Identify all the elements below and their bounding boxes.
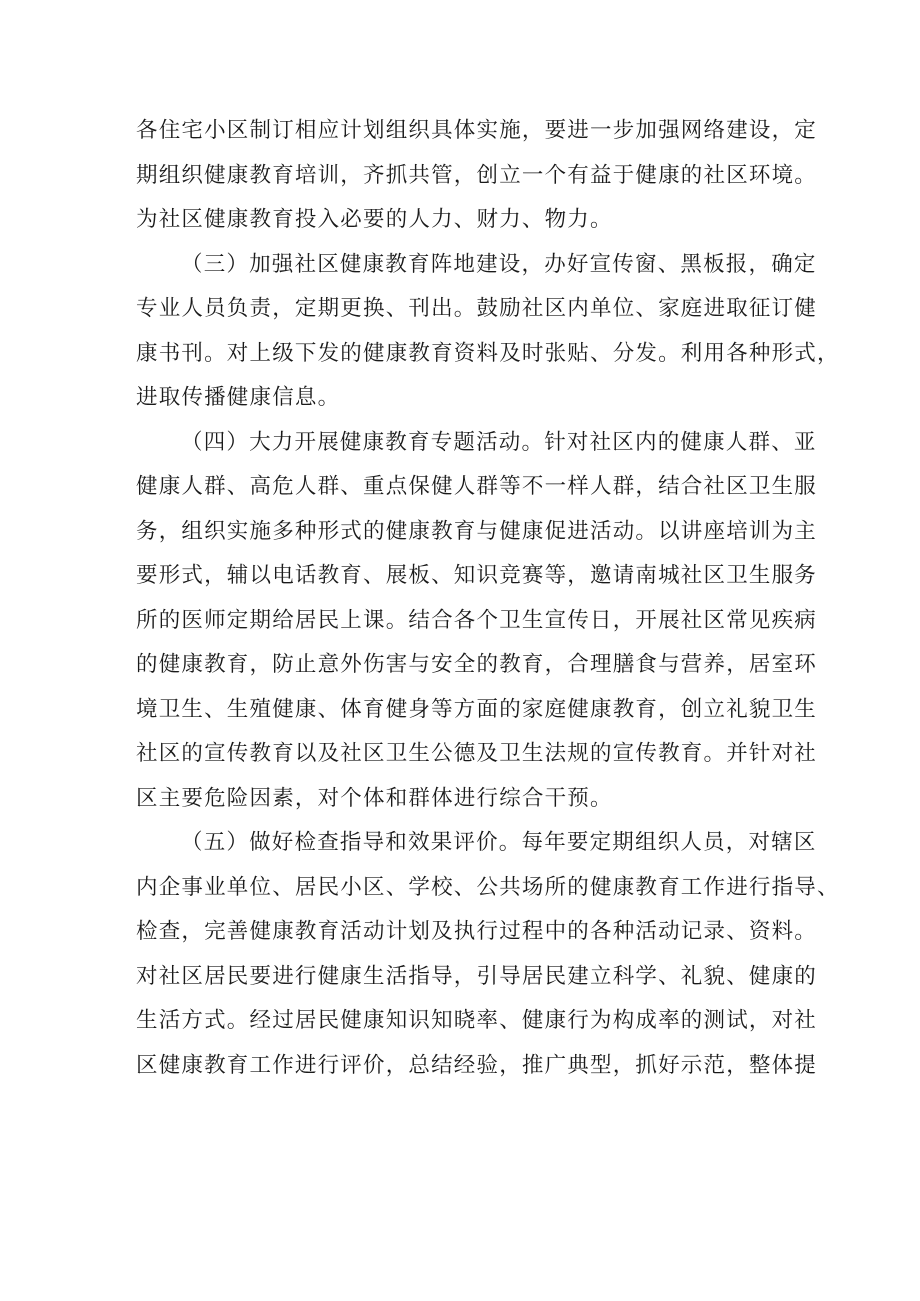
text-line: 区健康教育工作进行评价，总结经验，推广典型，抓好示范，整体提: [136, 1052, 818, 1078]
text-line: 社区的宣传教育以及社区卫生公德及卫生法规的宣传教育。并针对社: [136, 741, 818, 766]
text-line: 生活方式。经过居民健康知识知晓率、健康行为构成率的测试，对社: [136, 1008, 818, 1033]
text-line: 各住宅小区制订相应计划组织具体实施，要进一步加强网络建设，定: [136, 118, 818, 143]
text-line: 健康人群、高危人群、重点保健人群等不一样人群，结合社区卫生服: [136, 474, 818, 499]
text-line: 对社区居民要进行健康生活指导，引导居民建立科学、礼貌、健康的: [136, 963, 818, 989]
text-line: （三）加强社区健康教育阵地建设，办好宣传窗、黑板报，确定: [181, 251, 817, 277]
document-body: [136, 109, 840, 1088]
text-line: （四）大力开展健康教育专题活动。针对社区内的健康人群、亚: [181, 429, 817, 455]
text-line: 务，组织实施多种形式的健康教育与健康促进活动。以讲座培训为主: [136, 518, 818, 544]
text-line: 要形式，辅以电话教育、展板、知识竞赛等，邀请南城社区卫生服务: [136, 563, 818, 588]
text-line: 内企事业单位、居民小区、学校、公共场所的健康教育工作进行指导、: [136, 874, 840, 900]
text-line: 康书刊。对上级下发的健康教育资料及时张贴、分发。利用各种形式，: [136, 340, 840, 366]
text-line: 的健康教育，防止意外伤害与安全的教育，合理膳食与营养，居室环: [136, 652, 818, 677]
text-line: 期组织健康教育培训，齐抓共管，创立一个有益于健康的社区环境。: [136, 162, 818, 188]
text-line: 专业人员负责，定期更换、刊出。鼓励社区内单位、家庭进取征订健: [136, 296, 818, 321]
text-line: 所的医师定期给居民上课。结合各个卫生宣传日，开展社区常见疾病: [136, 607, 818, 633]
text-line: 进取传播健康信息。: [136, 385, 341, 410]
text-line: （五）做好检查指导和效果评价。每年要定期组织人员，对辖区: [181, 830, 817, 855]
text-line: 检查，完善健康教育活动计划及执行过程中的各种活动记录、资料。: [136, 919, 818, 944]
text-line: 为社区健康教育投入必要的人力、财力、物力。: [136, 207, 613, 232]
text-line: 境卫生、生殖健康、体育健身等方面的家庭健康教育，创立礼貌卫生: [136, 696, 818, 722]
text-line: 区主要危险因素，对个体和群体进行综合干预。: [136, 785, 613, 811]
